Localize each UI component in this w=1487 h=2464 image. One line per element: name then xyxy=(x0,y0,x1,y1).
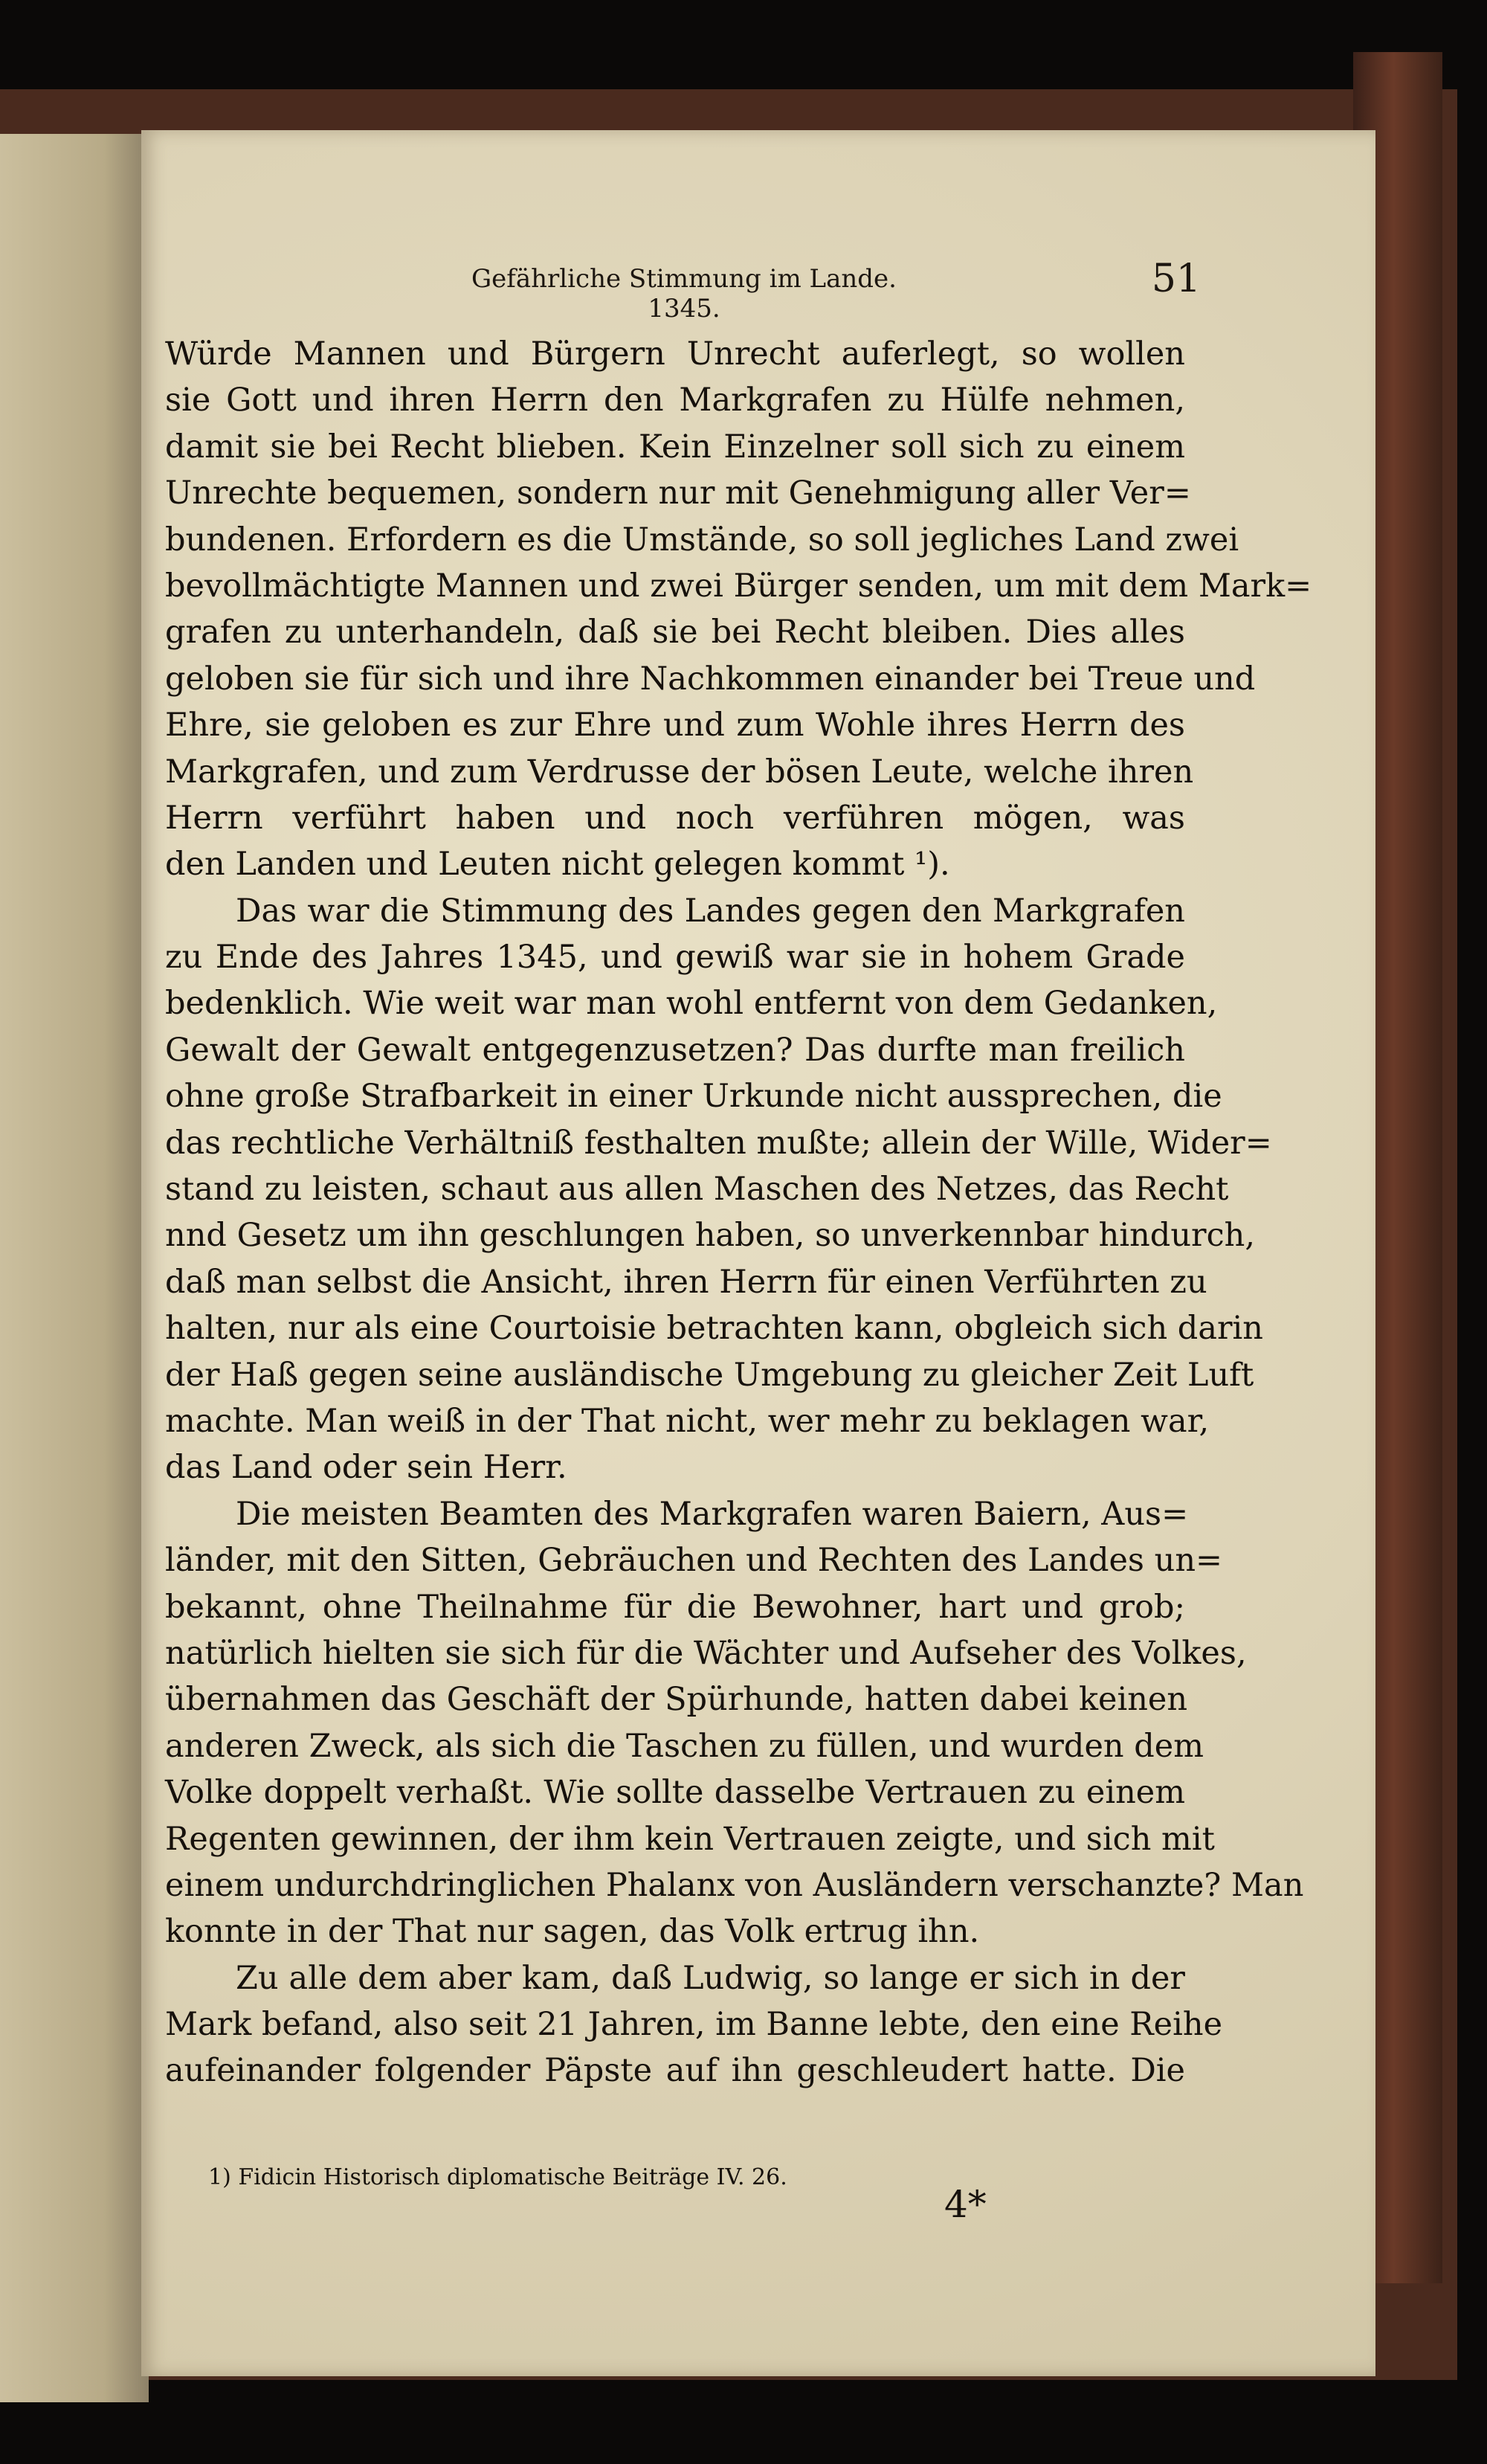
text-line: Gewalt der Gewalt entgegenzusetzen? Das durfte man freilich xyxy=(165,1031,1185,1069)
text-line: machte. Man weiß in der That nicht, wer mehr zu beklagen war, xyxy=(165,1402,1210,1440)
text-line: einem undurchdringlichen Phalanx von Ausländern verschanzte? Man xyxy=(165,1866,1304,1904)
text-line: zu Ende des Jahres 1345, und gewiß war sie in hohem Grade xyxy=(165,939,1185,977)
text-line: nnd Gesetz um ihn geschlungen haben, so unverkennbar hindurch, xyxy=(165,1217,1256,1255)
text-line: Würde Mannen und Bürgern Unrecht auferlegt, so wollen xyxy=(165,335,1185,373)
text-line: Regenten gewinnen, der ihm kein Vertrauen zeigte, und sich mit xyxy=(165,1820,1215,1858)
text-line: ohne große Strafbarkeit in einer Urkunde nicht aussprechen, die xyxy=(165,1078,1222,1116)
text-line: geloben sie für sich und ihre Nachkommen einander bei Treue und xyxy=(165,660,1256,698)
text-line: damit sie bei Recht blieben. Kein Einzelner soll sich zu einem xyxy=(165,428,1185,466)
text-line: das rechtliche Verhältniß festhalten mußte; allein der Wille, Wider= xyxy=(165,1124,1272,1162)
text-line: bedenklich. Wie weit war man wohl entfernt von dem Gedanken, xyxy=(165,985,1218,1023)
text-line: Das war die Stimmung des Landes gegen den Markgrafen xyxy=(236,892,1185,930)
text-line: stand zu leisten, schaut aus allen Maschen des Netzes, das Recht xyxy=(165,1171,1229,1209)
text-line: aufeinander folgender Päpste auf ihn geschleudert hatte. Die xyxy=(165,2052,1185,2090)
text-line: das Land oder sein Herr. xyxy=(165,1449,567,1487)
text-line: den Landen und Leuten nicht gelegen kommt ¹). xyxy=(165,846,950,884)
page-number: 51 xyxy=(1151,257,1201,301)
text-line: Ehre, sie geloben es zur Ehre und zum Wohle ihres Herrn des xyxy=(165,707,1185,744)
text-line: bevollmächtigte Mannen und zwei Bürger senden, um mit dem Mark= xyxy=(165,567,1312,605)
text-line: anderen Zweck, als sich die Taschen zu füllen, und wurden dem xyxy=(165,1727,1204,1765)
text-line: Volke doppelt verhaßt. Wie sollte dasselbe Vertrauen zu einem xyxy=(165,1774,1185,1812)
text-line: grafen zu unterhandeln, daß sie bei Recht bleiben. Dies alles xyxy=(165,614,1185,652)
text-line: sie Gott und ihren Herrn den Markgrafen zu Hülfe nehmen, xyxy=(165,382,1185,419)
text-line: Mark befand, also seit 21 Jahren, im Banne lebte, den eine Reihe xyxy=(165,2006,1223,2044)
text-line: natürlich hielten sie sich für die Wächter und Aufseher des Volkes, xyxy=(165,1634,1247,1672)
text-line: Markgrafen, und zum Verdrusse der bösen Leute, welche ihren xyxy=(165,753,1194,791)
footnote: 1) Fidicin Historisch diplomatische Beiträge IV. 26. xyxy=(208,2164,787,2190)
text-line: Herrn verführt haben und noch verführen mögen, was xyxy=(165,799,1185,837)
text-line: Unrechte bequemen, sondern nur mit Genehmigung aller Ver= xyxy=(165,475,1191,512)
text-line: übernahmen das Geschäft der Spürhunde, hatten dabei keinen xyxy=(165,1681,1188,1719)
text-line: der Haß gegen seine ausländische Umgebung zu gleicher Zeit Luft xyxy=(165,1356,1254,1394)
text-line: konnte in der That nur sagen, das Volk ertrug ihn. xyxy=(165,1913,980,1951)
text-line: daß man selbst die Ansicht, ihren Herrn für einen Verführten zu xyxy=(165,1263,1207,1301)
text-line: länder, mit den Sitten, Gebräuchen und Rechten des Landes un= xyxy=(165,1542,1223,1580)
running-title: Gefährliche Stimmung im Lande. 1345. xyxy=(471,264,897,324)
text-line: halten, nur als eine Courtoisie betrachten kann, obgleich sich darin xyxy=(165,1310,1263,1348)
text-line: Die meisten Beamten des Markgrafen waren Baiern, Aus= xyxy=(236,1495,1189,1533)
text-line: bekannt, ohne Theilnahme für die Bewohner, hart und grob; xyxy=(165,1588,1185,1626)
body-text xyxy=(165,331,1312,2094)
signature-mark: 4* xyxy=(944,2183,987,2226)
left-page-edge xyxy=(0,134,149,2402)
text-line: Zu alle dem aber kam, daß Ludwig, so lange er sich in der xyxy=(236,1959,1185,1997)
text-line: bundenen. Erfordern es die Umstände, so soll jegliches Land zwei xyxy=(165,521,1239,559)
